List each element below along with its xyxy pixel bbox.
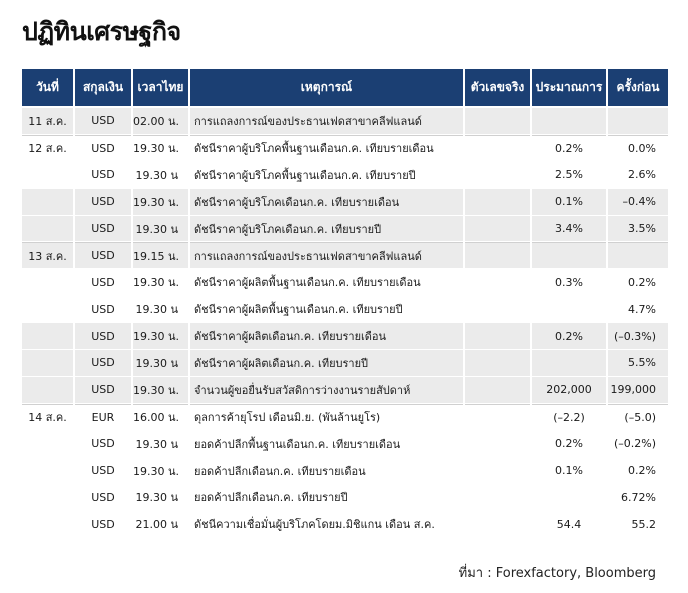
header-time: เวลาไทย — [133, 69, 188, 108]
source-note: ที่มา : Forexfactory, Bloomberg — [458, 566, 656, 581]
cell-previous: 0.2% — [608, 269, 668, 296]
page-title: ปฏิทินเศรษฐกิจ — [22, 17, 181, 46]
cell-forecast: 0.2% — [532, 135, 606, 162]
cell-currency: USD — [75, 431, 131, 458]
cell-date — [22, 350, 73, 377]
cell-currency: USD — [75, 350, 131, 377]
cell-event: จำนวนผู้ขอยื่นรับสวัสดิการว่างงานรายสัปดาห์ — [190, 377, 463, 404]
table-row — [22, 377, 668, 404]
cell-currency: USD — [75, 484, 131, 511]
cell-currency: USD — [75, 135, 131, 162]
cell-date — [22, 216, 73, 243]
cell-currency: USD — [75, 458, 131, 485]
table-body — [22, 108, 668, 538]
cell-date — [22, 296, 73, 323]
cell-time: 19.30 น. — [133, 135, 188, 162]
cell-event: ดัชนีราคาผู้บริโภคเดือนก.ค. เทียบรายเดือน — [190, 189, 463, 216]
cell-currency: USD — [75, 511, 131, 538]
cell-time: 16.00 น. — [133, 404, 188, 431]
cell-date — [22, 511, 73, 538]
cell-date — [22, 431, 73, 458]
cell-event: การแถลงการณ์ของประธานเฟดสาขาคลีฟแลนด์ — [190, 108, 463, 135]
cell-date — [22, 484, 73, 511]
header-currency: สกุลเงิน — [75, 69, 131, 108]
cell-time: 19.30 น. — [133, 269, 188, 296]
cell-forecast — [532, 350, 606, 377]
cell-date: 12 ส.ค. — [22, 135, 73, 162]
cell-event: ยอดค้าปลีกพื้นฐานเดือนก.ค. เทียบรายเดือน — [190, 431, 463, 458]
cell-currency: USD — [75, 162, 131, 189]
cell-event: ดัชนีราคาผู้ผลิตพื้นฐานเดือนก.ค. เทียบรายเดือน — [190, 269, 463, 296]
cell-actual — [465, 511, 530, 538]
cell-actual — [465, 108, 530, 135]
cell-forecast: 0.3% — [532, 269, 606, 296]
cell-previous: (–0.2%) — [608, 431, 668, 458]
cell-event: ดัชนีราคาผู้ผลิตพื้นฐานเดือนก.ค. เทียบรายปี — [190, 296, 463, 323]
cell-forecast: 54.4 — [532, 511, 606, 538]
cell-forecast: 0.2% — [532, 323, 606, 350]
cell-time: 19.30 น. — [133, 458, 188, 485]
cell-event: ดัชนีราคาผู้ผลิตเดือนก.ค. เทียบรายปี — [190, 350, 463, 377]
cell-previous: 5.5% — [608, 350, 668, 377]
cell-forecast: 202,000 — [532, 377, 606, 404]
cell-forecast: 0.1% — [532, 189, 606, 216]
table-row — [22, 296, 668, 323]
cell-forecast: 0.2% — [532, 431, 606, 458]
cell-previous: 0.2% — [608, 458, 668, 485]
table-header-row — [22, 69, 668, 108]
cell-forecast — [532, 242, 606, 269]
cell-event: การแถลงการณ์ของประธานเฟดสาขาคลีฟแลนด์ — [190, 242, 463, 269]
table-row — [22, 242, 668, 269]
cell-forecast: (–2.2) — [532, 404, 606, 431]
cell-actual — [465, 404, 530, 431]
cell-currency: USD — [75, 296, 131, 323]
cell-actual — [465, 484, 530, 511]
table-row — [22, 269, 668, 296]
economic-calendar-table — [20, 69, 670, 538]
header-actual: ตัวเลขจริง — [465, 69, 530, 108]
table-row — [22, 189, 668, 216]
table-row — [22, 323, 668, 350]
cell-previous — [608, 242, 668, 269]
cell-time: 19.30 น — [133, 431, 188, 458]
cell-time: 19.30 น — [133, 350, 188, 377]
cell-date — [22, 189, 73, 216]
cell-currency: USD — [75, 216, 131, 243]
cell-actual — [465, 216, 530, 243]
cell-time: 02.00 น. — [133, 108, 188, 135]
cell-date — [22, 269, 73, 296]
cell-date — [22, 377, 73, 404]
cell-previous: 199,000 — [608, 377, 668, 404]
cell-previous: 2.6% — [608, 162, 668, 189]
table-row — [22, 431, 668, 458]
header-previous: ครั้งก่อน — [608, 69, 668, 108]
cell-actual — [465, 377, 530, 404]
cell-time: 21.00 น — [133, 511, 188, 538]
cell-actual — [465, 242, 530, 269]
table-row — [22, 484, 668, 511]
cell-previous: 55.2 — [608, 511, 668, 538]
cell-event: ดัชนีความเชื่อมั่นผู้บริโภคโดยม.มิชิแกน เดือน ส.ค. — [190, 511, 463, 538]
cell-previous: –0.4% — [608, 189, 668, 216]
cell-date: 13 ส.ค. — [22, 242, 73, 269]
cell-previous: 3.5% — [608, 216, 668, 243]
cell-forecast — [532, 484, 606, 511]
cell-currency: USD — [75, 269, 131, 296]
cell-previous — [608, 108, 668, 135]
table-row — [22, 404, 668, 431]
cell-time: 19.30 น — [133, 162, 188, 189]
cell-event: ยอดค้าปลีกเดือนก.ค. เทียบรายปี — [190, 484, 463, 511]
cell-actual — [465, 458, 530, 485]
cell-previous: (–5.0) — [608, 404, 668, 431]
cell-actual — [465, 269, 530, 296]
cell-date — [22, 458, 73, 485]
cell-date — [22, 162, 73, 189]
cell-time: 19.30 น. — [133, 189, 188, 216]
header-event: เหตุการณ์ — [190, 69, 463, 108]
cell-time: 19.30 น — [133, 484, 188, 511]
cell-event: ดัชนีราคาผู้บริโภคเดือนก.ค. เทียบรายปี — [190, 216, 463, 243]
cell-previous: 6.72% — [608, 484, 668, 511]
cell-date: 14 ส.ค. — [22, 404, 73, 431]
header-forecast: ประมาณการ — [532, 69, 606, 108]
cell-actual — [465, 189, 530, 216]
cell-actual — [465, 162, 530, 189]
cell-currency: USD — [75, 377, 131, 404]
cell-currency: USD — [75, 108, 131, 135]
table-row — [22, 162, 668, 189]
table-row — [22, 108, 668, 135]
cell-event: ดุลการค้ายุโรป เดือนมิ.ย. (พันล้านยูโร) — [190, 404, 463, 431]
cell-actual — [465, 323, 530, 350]
cell-actual — [465, 135, 530, 162]
cell-event: ดัชนีราคาผู้บริโภคพื้นฐานเดือนก.ค. เทียบรายปี — [190, 162, 463, 189]
cell-currency: EUR — [75, 404, 131, 431]
cell-previous: 0.0% — [608, 135, 668, 162]
cell-actual — [465, 350, 530, 377]
cell-actual — [465, 296, 530, 323]
cell-currency: USD — [75, 323, 131, 350]
cell-previous: (–0.3%) — [608, 323, 668, 350]
header-date: วันที่ — [22, 69, 73, 108]
cell-forecast — [532, 108, 606, 135]
table-row — [22, 216, 668, 243]
table-row — [22, 511, 668, 538]
cell-event: ดัชนีราคาผู้ผลิตเดือนก.ค. เทียบรายเดือน — [190, 323, 463, 350]
cell-currency: USD — [75, 189, 131, 216]
table-row — [22, 135, 668, 162]
cell-event: ยอดค้าปลีกเดือนก.ค. เทียบรายเดือน — [190, 458, 463, 485]
cell-time: 19.30 น — [133, 216, 188, 243]
cell-forecast: 3.4% — [532, 216, 606, 243]
cell-time: 19.30 น — [133, 296, 188, 323]
cell-forecast: 2.5% — [532, 162, 606, 189]
cell-forecast: 0.1% — [532, 458, 606, 485]
table-row — [22, 458, 668, 485]
cell-time: 19.15 น. — [133, 242, 188, 269]
cell-time: 19.30 น. — [133, 377, 188, 404]
cell-event: ดัชนีราคาผู้บริโภคพื้นฐานเดือนก.ค. เทียบรายเดือน — [190, 135, 463, 162]
cell-date: 11 ส.ค. — [22, 108, 73, 135]
cell-previous: 4.7% — [608, 296, 668, 323]
table-row — [22, 350, 668, 377]
cell-currency: USD — [75, 242, 131, 269]
cell-actual — [465, 431, 530, 458]
cell-date — [22, 323, 73, 350]
cell-time: 19.30 น. — [133, 323, 188, 350]
cell-forecast — [532, 296, 606, 323]
